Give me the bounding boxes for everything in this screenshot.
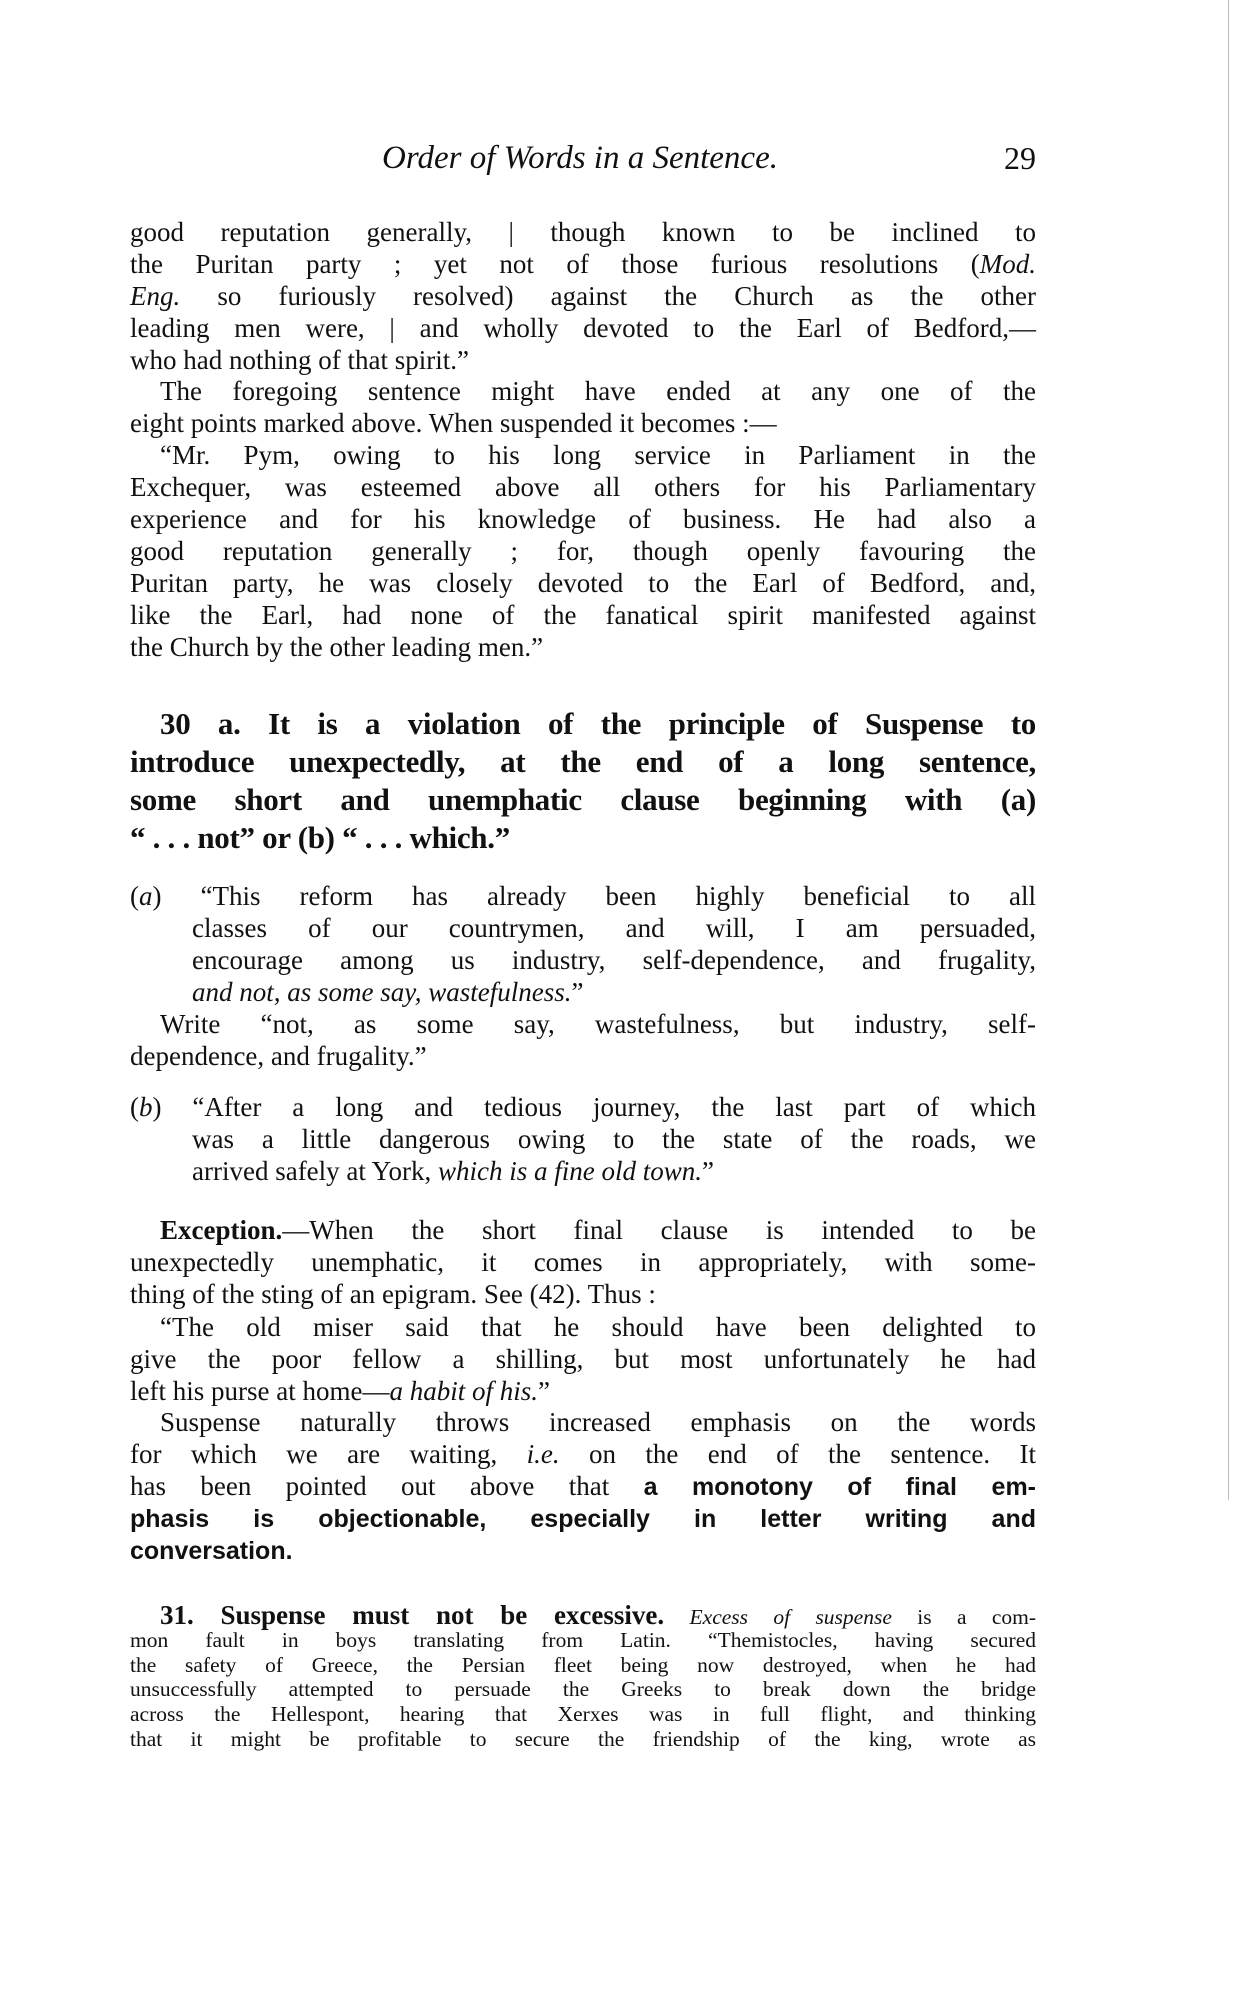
text-run: experience and for his knowledge of business. He had also a [130, 504, 1036, 534]
page-number: 29 [1004, 140, 1036, 176]
text-run: was a little dangerous owing to the state of the roads, we [192, 1124, 1036, 1154]
paragraph-suspense-emphasis [130, 1406, 1036, 1566]
bold-text-run: Exception. [160, 1215, 283, 1245]
text-run: dependence, and frugality.” [130, 1041, 427, 1071]
paragraph-miser-quote [130, 1311, 1036, 1407]
text-run: has been pointed out above that [130, 1471, 644, 1501]
text-line [130, 1534, 1036, 1566]
text-line [130, 1008, 1036, 1040]
text-line [130, 1214, 1036, 1246]
text-run: ” [571, 977, 584, 1007]
italic-text-run: i.e. [526, 1439, 560, 1469]
text-run: The foregoing sentence might have ended at any one of the [160, 376, 1036, 406]
text-run: Suspense naturally throws increased emphasis on the words [160, 1407, 1036, 1437]
bold-text-run: phasis is objectionable, especially in letter writing and [130, 1505, 1036, 1533]
text-line [130, 976, 1036, 1008]
example-b [130, 1091, 1036, 1187]
text-run: encourage among us industry, self-dependence, and frugality, [192, 945, 1036, 975]
text-run: unexpectedly unemphatic, it comes in appropriately, with some- [130, 1247, 1036, 1277]
running-header-title: Order of Words in a Sentence. [382, 140, 778, 176]
text-line [130, 1677, 1036, 1702]
text-line [130, 944, 1036, 976]
text-line [130, 1278, 1036, 1310]
text-line [130, 912, 1036, 944]
text-line [130, 503, 1036, 535]
text-run: Exchequer, was esteemed above all others for his Parliamentary [130, 472, 1036, 502]
text-line [130, 1502, 1036, 1534]
text-run: the Church by the other leading men.” [130, 632, 544, 662]
text-run: —When the short final clause is intended to be [282, 1215, 1036, 1245]
text-run: leading men were, | and wholly devoted to the Earl of Bedford,— [130, 313, 1036, 343]
text-line [130, 1246, 1036, 1278]
text-line [130, 1311, 1036, 1343]
text-line [130, 781, 1036, 819]
text-line [130, 216, 1036, 248]
text-line [130, 1727, 1036, 1752]
text-line [130, 1702, 1036, 1727]
text-run: is a com- [891, 1605, 1037, 1629]
text-line [130, 280, 1036, 312]
text-run: that it might be profitable to secure the friendship of the king, wrote as [130, 1726, 1036, 1751]
text-run: some short and unemphatic clause beginning with (a) [130, 782, 1036, 817]
text-line [130, 471, 1036, 503]
italic-text-run: and not, as some say, wastefulness. [192, 977, 572, 1007]
text-line [130, 1653, 1036, 1678]
text-run: introduce unexpectedly, at the end of a long sentence, [130, 744, 1036, 779]
bold-text-run: a monotony of final em- [643, 1473, 1036, 1501]
text-line [130, 1600, 1037, 1630]
text-line [130, 599, 1036, 631]
text-line [130, 1040, 1036, 1072]
text-run: ) “This reform has already been highly beneficial to all [152, 881, 1036, 911]
text-run: ” [537, 1376, 550, 1406]
italic-text-run: Excess of suspense [689, 1605, 892, 1629]
text-run: the Puritan party ; yet not of those furious resolutions ( [130, 249, 980, 279]
page-edge-line [1228, 0, 1229, 1500]
text-line [130, 743, 1036, 781]
text-run: “ . . . not” or (b) “ . . . which.” [130, 820, 510, 855]
text-line [130, 1123, 1036, 1155]
text-run: ( [130, 1092, 139, 1122]
text-line [130, 1091, 1036, 1123]
text-line [130, 705, 1036, 743]
text-run: who had nothing of that spirit.” [130, 345, 469, 375]
text-run: Write “not, as some say, wastefulness, but industry, self- [160, 1009, 1036, 1039]
bold-text-run: 31. Suspense must not be excessive. [160, 1600, 665, 1630]
text-run: unsuccessfully attempted to persuade the Greeks to break down the bridge [130, 1677, 1036, 1702]
text-line [130, 248, 1036, 280]
italic-text-run: Eng. [130, 281, 181, 311]
text-run: ) “After a long and tedious journey, the last part of which [152, 1092, 1036, 1122]
text-run: “Mr. Pym, owing to his long service in Parliament in the [160, 440, 1036, 470]
text-run: on the end of the sentence. It [559, 1439, 1036, 1469]
text-line [130, 1155, 1036, 1187]
text-run: for which we are waiting, [130, 1439, 527, 1469]
text-line [130, 439, 1036, 471]
text-run: the safety of Greece, the Persian fleet being now destroyed, when he had [130, 1652, 1036, 1677]
text-line [130, 1438, 1036, 1470]
paragraph-suspended-quote [130, 439, 1036, 663]
text-run: thing of the sting of an epigram. See (42). Thus : [130, 1279, 656, 1309]
text-run [664, 1605, 689, 1629]
text-run: mon fault in boys translating from Latin. “Themistocles, having secured [130, 1627, 1036, 1652]
paragraph-write [130, 1008, 1036, 1072]
text-run: like the Earl, had none of the fanatical spirit manifested against [130, 600, 1036, 630]
text-line [130, 819, 1036, 857]
text-run: give the poor fellow a shilling, but most unfortunately he had [130, 1344, 1036, 1374]
text-run: ( [130, 881, 139, 911]
text-line [130, 631, 1036, 663]
text-run: 30 a. It is a violation of the principle of Suspense to [160, 706, 1036, 741]
text-line [130, 535, 1036, 567]
text-line [130, 1470, 1036, 1502]
text-run: good reputation generally ; for, though openly favouring the [130, 536, 1036, 566]
text-run: left his purse at home— [130, 1376, 390, 1406]
text-line [130, 1628, 1036, 1653]
text-line [130, 567, 1036, 599]
text-run: “The old miser said that he should have been delighted to [160, 1312, 1036, 1342]
paragraph-foregoing [130, 375, 1036, 439]
section-30a-heading [130, 705, 1036, 857]
italic-text-run: which is a fine old town. [437, 1156, 702, 1186]
section-31-paragraph [130, 1600, 1037, 1752]
text-run: classes of our countrymen, and will, I am persuaded, [192, 913, 1036, 943]
text-line [130, 344, 1036, 376]
text-line [130, 312, 1036, 344]
text-run: arrived safely at York, [192, 1156, 438, 1186]
text-line [130, 1406, 1036, 1438]
italic-text-run: a habit of his. [389, 1376, 538, 1406]
italic-text-run: Mod. [979, 249, 1036, 279]
text-run: so furiously resolved) against the Church as the other [180, 281, 1036, 311]
example-a [130, 880, 1036, 1008]
text-line [130, 880, 1036, 912]
text-run: Puritan party, he was closely devoted to the Earl of Bedford, and, [130, 568, 1036, 598]
italic-text-run: b [139, 1092, 153, 1122]
text-line [130, 407, 1036, 439]
paragraph-quote-continuation [130, 216, 1036, 376]
italic-text-run: a [139, 881, 153, 911]
bold-text-run: conversation. [130, 1537, 293, 1565]
text-run: eight points marked above. When suspended it becomes :— [130, 408, 777, 438]
paragraph-exception [130, 1214, 1036, 1310]
text-run: ” [701, 1156, 714, 1186]
text-run: good reputation generally, | though known to be inclined to [130, 217, 1036, 247]
text-line [130, 1343, 1036, 1375]
text-line [130, 1375, 1036, 1407]
text-run: across the Hellespont, hearing that Xerxes was in full flight, and thinking [130, 1702, 1036, 1727]
text-line [130, 375, 1036, 407]
